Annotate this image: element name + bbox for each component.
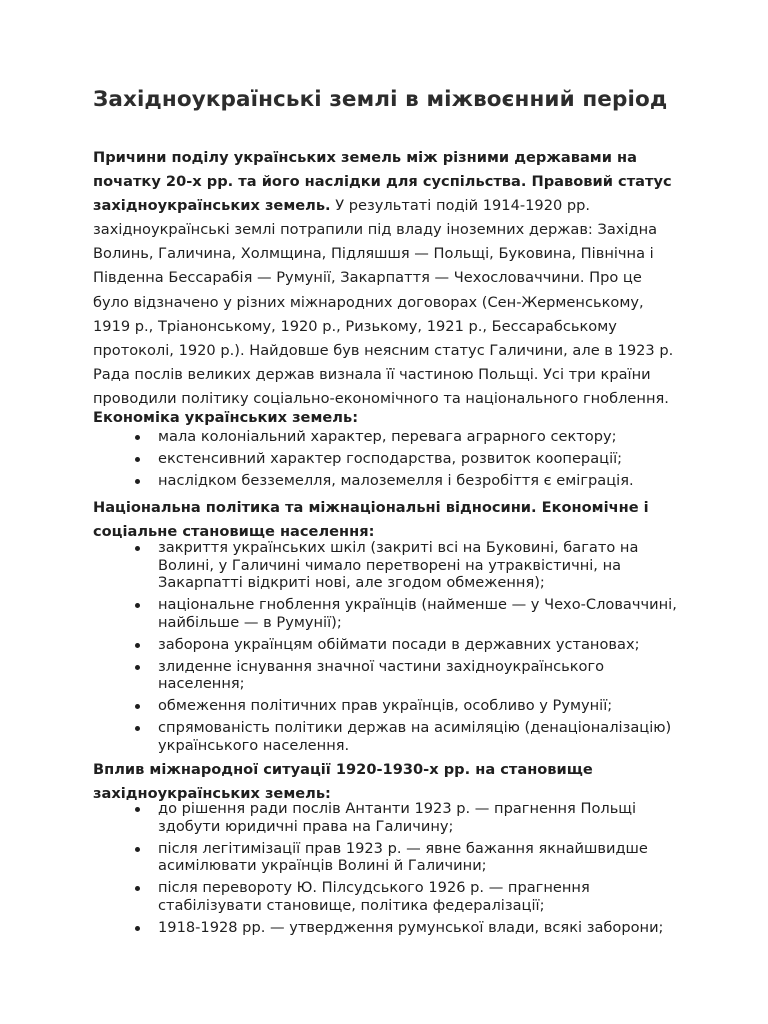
national-policy-list: [93, 539, 678, 759]
intro-bold-lead: Причини поділу українських земель між різними державами на початку 20-х рр. та його наслідки для суспільства. Правовий статус західноукраїнських земель.: [93, 149, 672, 215]
list-item: спрямованість політики держав на асиміляцію (денаціоналізацію) українського населення.: [93, 719, 678, 754]
list-item: після легітимізації прав 1923 р. — явне бажання якнайшвидше асимілювати українців Волині й Галичини;: [93, 840, 678, 875]
list-item: наслідком безземелля, малоземелля і безробіття є еміграція.: [93, 472, 678, 490]
list-item: мала колоніальний характер, перевага аграрного сектору;: [93, 428, 678, 446]
international-list: [93, 800, 678, 941]
list-item: національне гноблення українців (найменше — у Чехо-Словаччині, найбільше — в Румунії);: [93, 596, 678, 631]
list-item: 1918-1928 рр. — утвердження румунської влади, всякі заборони;: [93, 919, 678, 937]
section-title-national-policy: Національна політика та міжнаціональні відносини. Економічне і соціальне становище населення:: [93, 499, 649, 540]
list-item: після перевороту Ю. Пілсудського 1926 р. — прагнення стабілізувати становище, політика федералізації;: [93, 879, 678, 914]
list-item: до рішення ради послів Антанти 1923 р. — прагнення Польщі здобути юридичні права на Галичину;: [93, 800, 678, 835]
list-item: злиденне існування значної частини західноукраїнського населення;: [93, 658, 678, 693]
page-title: Західноукраїнські землі в міжвоєнний період: [93, 87, 668, 112]
intro-text: У результаті подій 1914-1920 рр. західноукраїнські землі потрапили під владу іноземних держав: Західна Волинь, Галичина, Холмщина, Підляшшя — Польщі, Буковина, Північна і Південна Бессарабія — Румунії, Закарпаття — Чехословаччини. Про це було відзначено у різних міжнародних договорах (Сен-Жерменському, 1919 р., Тріанонському, 1920 р., Ризькому, 1921 р., Бессарабському протоколі, 1920 р.). Найдовше був неясним статус Галичини, але в 1923 р. Рада послів великих держав визнала її частиною Польщі. Усі три країни проводили політику соціально-економічного та національного гноблення.: [93, 197, 674, 407]
intro-paragraph: [93, 146, 678, 411]
list-item: обмеження політичних прав українців, особливо у Румунії;: [93, 697, 678, 715]
section-title-international: Вплив міжнародної ситуації 1920-1930-х рр. на становище західноукраїнських земель:: [93, 761, 593, 802]
list-item: закриття українських шкіл (закриті всі на Буковині, багато на Волині, у Галичині чимало перетворені на утраквістичні, на Закарпатті відкриті нові, але згодом обмеження);: [93, 539, 678, 592]
list-item: заборона українцям обіймати посади в державних установах;: [93, 636, 678, 654]
list-item: екстенсивний характер господарства, розвиток кооперації;: [93, 450, 678, 468]
section-title-economy: Економіка українських земель:: [93, 409, 359, 426]
economy-list: [93, 428, 678, 494]
